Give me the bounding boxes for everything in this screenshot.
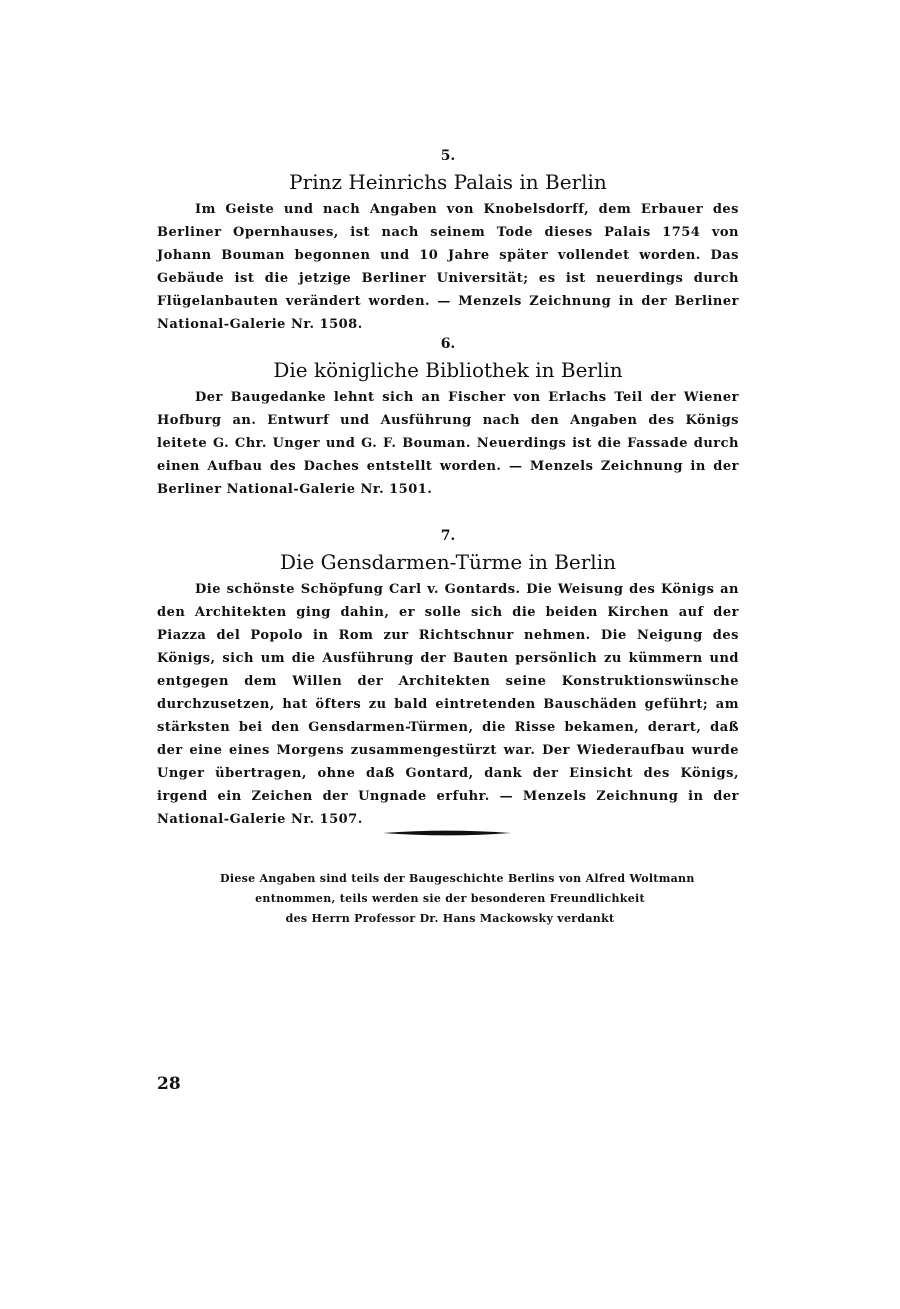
section-body: Im Geiste und nach Angaben von Knobelsdorff, dem Erbauer des Berliner Opernhauses, ist nach seinem Tode dieses Palais 1754 von Johann Bouman begonnen und 10 Jahre später vollendet worden. Das Gebäude ist die jetzige Berliner Universität; es ist neuerdings durch Flügelanbauten verändert worden. — Menzels Zeichnung in der Berliner National-Galerie Nr. 1508. [157, 202, 739, 332]
section-number: 5. [440, 148, 456, 164]
section-body: Die schönste Schöpfung Carl v. Gontards. Die Weisung des Königs an den Architekten ging dahin, er solle sich die beiden Kirchen auf der Piazza del Popolo in Rom zur Richtschnur nehmen. Die Neigung des Königs, sich um die Ausführung der Bauten persönlich zu kümmern und entgegen dem Willen der Architekten seine Konstruktionswünsche durchzusetzen, hat öfters zu bald eintretenden Bauschäden geführt; am stärksten bei den Gensdarmen-Türmen, die Risse bekamen, derart, daß der eine eines Morgens zusammengestürzt war. Der Wiederaufbau wurde Unger übertragen, ohne daß Gontard, dank der Einsicht des Königs, irgend ein Zeichen der Ungnade erfuhr. — Menzels Zeichnung in der National-Galerie Nr. 1507. [157, 582, 739, 827]
section-title: Die königliche Bibliothek in Berlin [273, 358, 623, 382]
section-title: Prinz Heinrichs Palais in Berlin [289, 170, 607, 194]
footnote-line-2: entnommen, teils werden sie der besonderen Freundlichkeit [255, 892, 645, 905]
section-7 [157, 526, 739, 831]
section-title: Die Gensdarmen-Türme in Berlin [280, 550, 616, 574]
footnote-line-1: Diese Angaben sind teils der Baugeschichte Berlins von Alfred Woltmann [220, 872, 695, 885]
section-6 [157, 334, 739, 501]
footnote-line-3: des Herrn Professor Dr. Hans Mackowsky verdankt [285, 912, 615, 925]
footnote [220, 869, 695, 929]
section-5 [157, 146, 739, 336]
section-number: 6. [440, 336, 456, 352]
divider-rule [383, 830, 511, 836]
section-number: 7. [440, 528, 456, 544]
page-number: 28 [157, 1074, 181, 1094]
section-body: Der Baugedanke lehnt sich an Fischer von Erlachs Teil der Wiener Hofburg an. Entwurf und Ausführung nach den Angaben des Königs leitete G. Chr. Unger und G. F. Bouman. Neuerdings ist die Fassade durch einen Aufbau des Daches entstellt worden. — Menzels Zeichnung in der Berliner National-Galerie Nr. 1501. [157, 390, 739, 497]
